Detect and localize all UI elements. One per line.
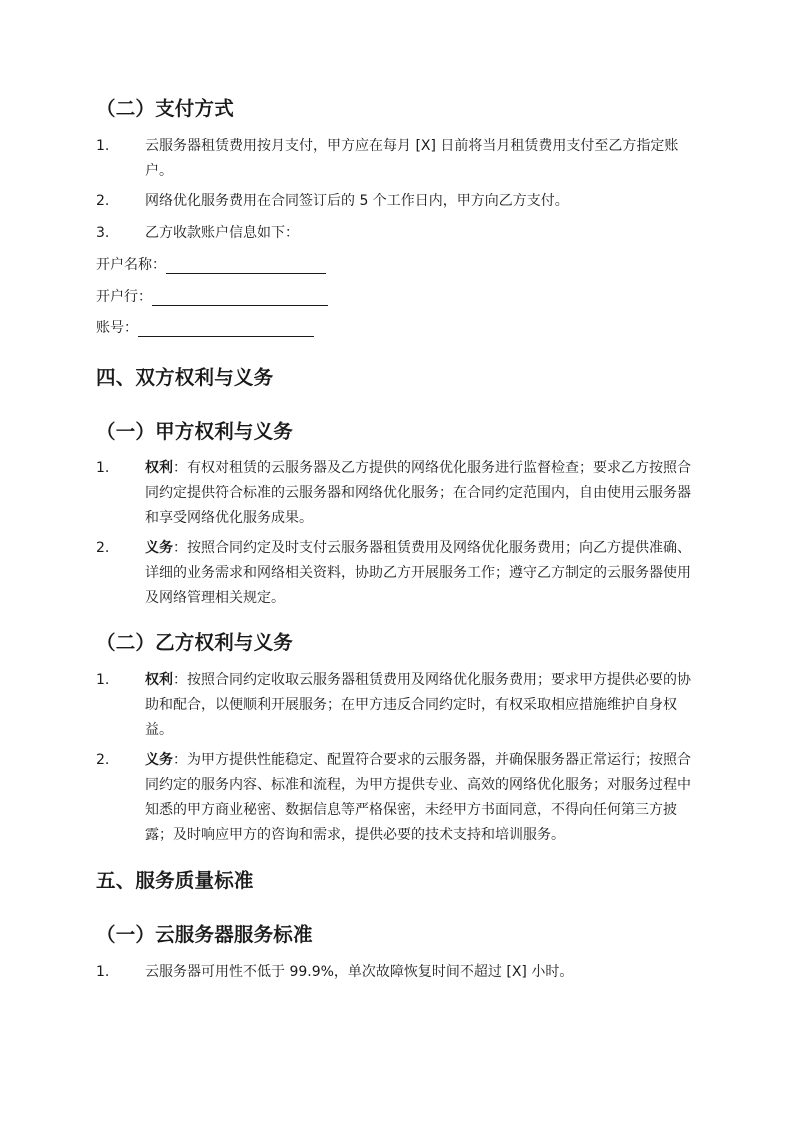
- party-b-duties-term: 义务: [145, 752, 173, 768]
- party-b-duties-sep: ：: [173, 752, 187, 768]
- account-number-blank: [138, 318, 314, 337]
- cloud-standard-item-1-text: 云服务器可用性不低于 99.9%，单次故障恢复时间不超过 [X] 小时。: [145, 964, 574, 980]
- rights-obligations-heading: 四、双方权利与义务: [96, 366, 274, 389]
- party-a-duties-term: 义务: [145, 540, 173, 556]
- party-a-rights-sep: ：: [173, 460, 187, 476]
- party-a-duties-sep: ：: [173, 540, 187, 556]
- bank-blank: [152, 287, 328, 306]
- party-a-heading: （一）甲方权利与义务: [96, 420, 294, 443]
- party-b-rights-text: 按照合同约定收取云服务器租赁费用及网络优化服务费用；要求甲方提供必要的协助和配合，以便顺利开展服务；在甲方违反合同约定时，有权采取相应措施维护自身权益。: [145, 672, 691, 738]
- account-name-field: [96, 253, 326, 278]
- account-name-blank: [166, 255, 326, 274]
- account-name-label: 开户名称：: [96, 257, 166, 273]
- party-b-heading: （二）乙方权利与义务: [96, 631, 294, 654]
- payment-item-2-text: 网络优化服务费用在合同签订后的 5 个工作日内，甲方向乙方支付。: [145, 193, 569, 209]
- party-a-item-2-text: [145, 536, 701, 611]
- account-number-label: 账号：: [96, 320, 138, 336]
- cloud-server-standard-heading: （一）云服务器服务标准: [96, 923, 313, 946]
- payment-method-heading: （二）支付方式: [96, 97, 234, 120]
- party-b-item-2-number: 2.: [96, 752, 110, 768]
- account-number-field: [96, 316, 314, 341]
- party-a-item-1-number: 1.: [96, 460, 110, 476]
- bank-label: 开户行：: [96, 289, 152, 305]
- party-a-rights-term: 权利: [145, 460, 173, 476]
- payment-item-1-number: 1.: [96, 138, 110, 154]
- party-b-rights-term: 权利: [145, 672, 173, 688]
- payment-item-3-text: 乙方收款账户信息如下：: [145, 225, 299, 241]
- party-b-item-2-text: [145, 748, 701, 848]
- party-a-rights-text: 有权对租赁的云服务器及乙方提供的网络优化服务进行监督检查；要求乙方按照合同约定提供符合标准的云服务器和网络优化服务；在合同约定范围内，自由使用云服务器和享受网络优化服务成果。: [145, 460, 691, 526]
- payment-item-3-number: 3.: [96, 225, 110, 241]
- payment-item-1-text: 云服务器租赁费用按月支付，甲方应在每月 [X] 日前将当月租赁费用支付至乙方指定账户。: [145, 138, 679, 179]
- service-quality-heading: 五、服务质量标准: [96, 869, 254, 892]
- party-b-item-1-number: 1.: [96, 672, 110, 688]
- party-b-duties-text: 为甲方提供性能稳定、配置符合要求的云服务器，并确保服务器正常运行；按照合同约定的服务内容、标准和流程，为甲方提供专业、高效的网络优化服务；对服务过程中知悉的甲方商业秘密、数据信息等严格保密，未经甲方书面同意，不得向任何第三方披露；及时响应甲方的咨询和需求，提供必要的技术支持和培训服务。: [145, 752, 691, 843]
- party-a-item-1-text: [145, 456, 701, 531]
- payment-item-2-number: 2.: [96, 193, 110, 209]
- bank-field: [96, 285, 328, 310]
- party-b-item-1-text: [145, 668, 701, 743]
- cloud-standard-item-1-number: 1.: [96, 964, 110, 980]
- party-b-rights-sep: ：: [173, 672, 187, 688]
- party-a-item-2-number: 2.: [96, 540, 110, 556]
- party-a-duties-text: 按照合同约定及时支付云服务器租赁费用及网络优化服务费用；向乙方提供准确、详细的业务需求和网络相关资料，协助乙方开展服务工作；遵守乙方制定的云服务器使用及网络管理相关规定。: [145, 540, 691, 606]
